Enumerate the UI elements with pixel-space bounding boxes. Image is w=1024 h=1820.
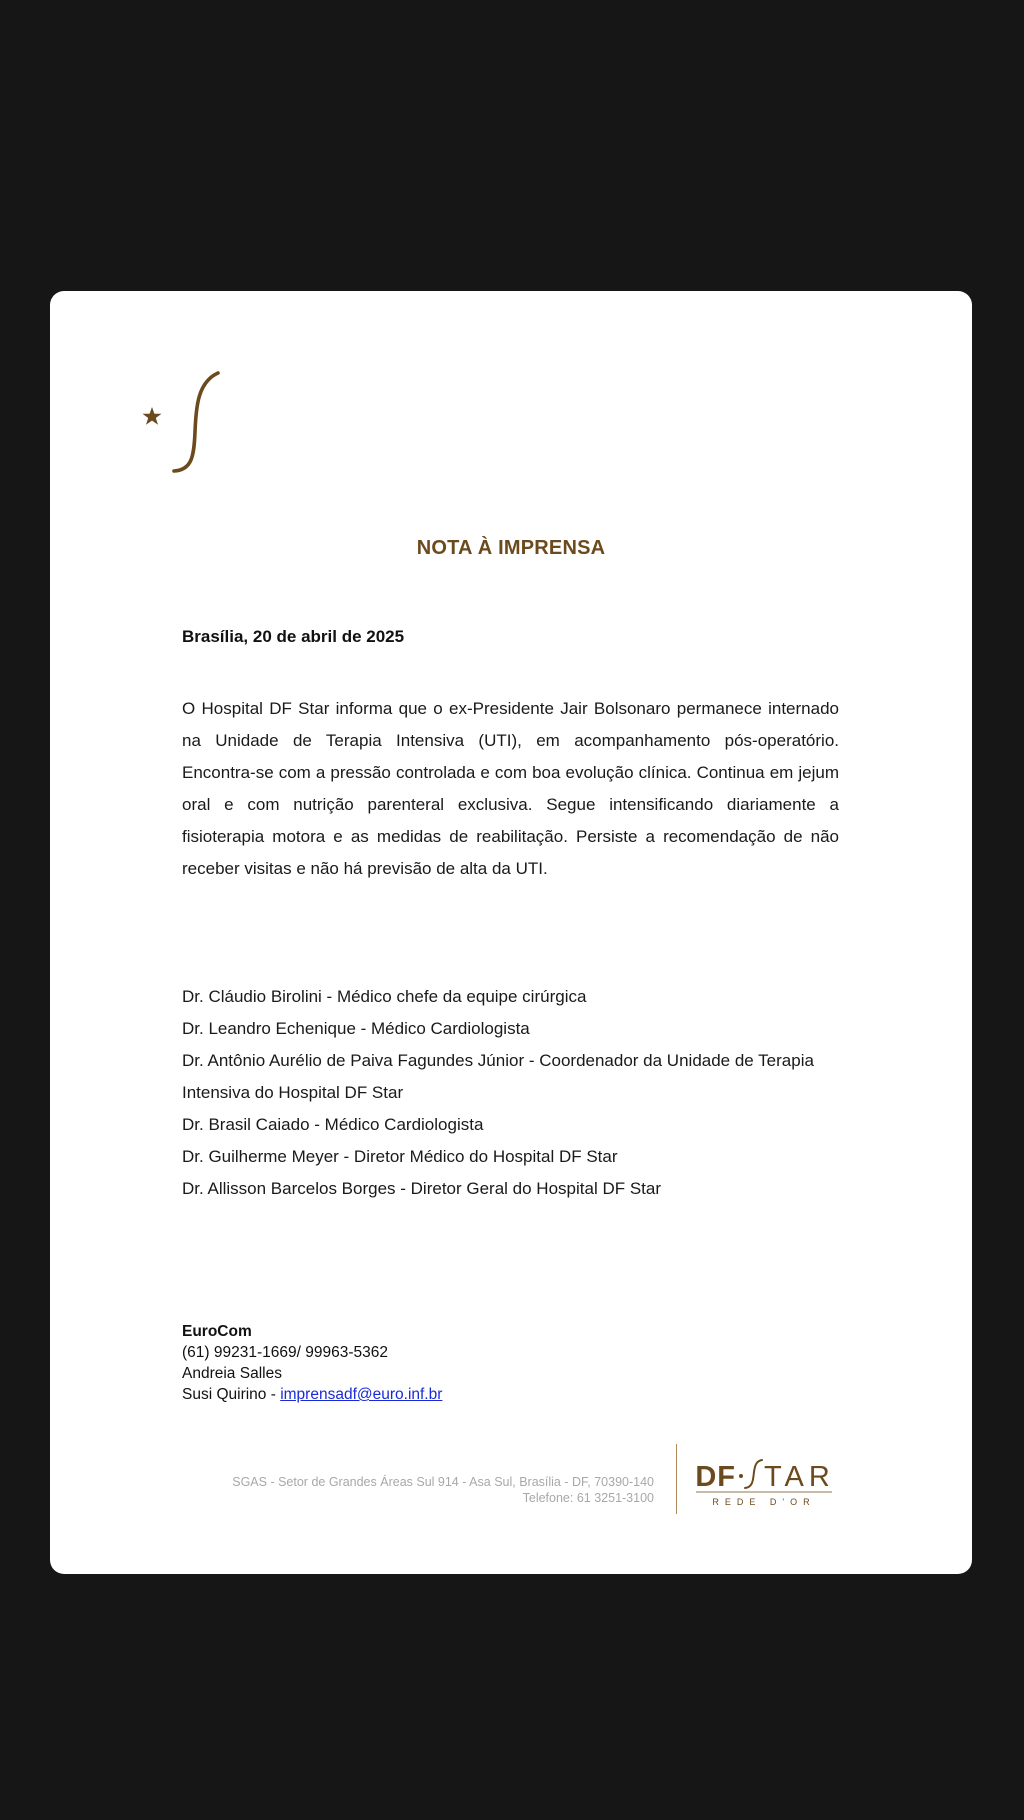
contact-agency: EuroCom <box>182 1323 252 1340</box>
brand-dot <box>739 1474 743 1478</box>
signatory-item: Dr. Leandro Echenique - Médico Cardiologista <box>182 1019 530 1038</box>
footer-address-block <box>232 1474 654 1506</box>
signatory-item: Dr. Brasil Caiado - Médico Cardiologista <box>182 1115 484 1134</box>
press-release-page <box>50 291 972 1574</box>
star-icon <box>143 407 162 425</box>
signatories-list <box>182 981 862 1205</box>
signatory-item: Dr. Allisson Barcelos Borges - Diretor Geral do Hospital DF Star <box>182 1179 662 1198</box>
df-star-rede-dor-logo <box>686 1454 836 1514</box>
contact-person-with-email <box>182 1384 442 1405</box>
contact-phones: (61) 99231-1669/ 99963-5362 <box>182 1344 388 1361</box>
brand-subtitle: REDE D'OR <box>712 1497 816 1507</box>
signatory-item: Dr. Cláudio Birolini - Médico chefe da equipe cirúrgica <box>182 987 587 1006</box>
brand-s-swash <box>745 1460 762 1488</box>
footer-address: SGAS - Setor de Grandes Áreas Sul 914 - Asa Sul, Brasília - DF, 70390-140 <box>232 1475 654 1489</box>
footer-phone: Telefone: 61 3251-3100 <box>522 1491 654 1505</box>
page-title: NOTA À IMPRENSA <box>416 537 606 559</box>
press-contact-block <box>182 1321 442 1405</box>
body-paragraph: O Hospital DF Star informa que o ex-Presidente Jair Bolsonaro permanece internado na Unidade de Terapia Intensiva (UTI), em acompanhamento pós-operatório. Encontra-se com a pressão controlada e com boa evolução clínica. Continua em jejum oral e com nutrição parenteral exclusiva. Segue intensificando diariamente a fisioterapia motora e as medidas de reabilitação. Persiste a recomendação de não receber visitas e não há previsão de alta da UTI. <box>182 699 839 878</box>
contact-person: Andreia Salles <box>182 1365 282 1382</box>
signatory-item: Dr. Antônio Aurélio de Paiva Fagundes Júnior - Coordenador da Unidade de Terapia Intensiva do Hospital DF Star <box>182 1051 814 1102</box>
brand-name-tar: TAR <box>764 1461 835 1493</box>
brand-name-df: DF <box>695 1461 736 1493</box>
integral-swash <box>174 373 218 471</box>
footer-divider <box>676 1444 677 1514</box>
signatory-item: Dr. Guilherme Meyer - Diretor Médico do Hospital DF Star <box>182 1147 618 1166</box>
df-star-emblem-logo <box>136 358 226 478</box>
date-line: Brasília, 20 de abril de 2025 <box>182 627 405 646</box>
contact-email-link[interactable]: imprensadf@euro.inf.br <box>280 1386 443 1403</box>
contact-person-name: Susi Quirino - <box>182 1386 281 1403</box>
